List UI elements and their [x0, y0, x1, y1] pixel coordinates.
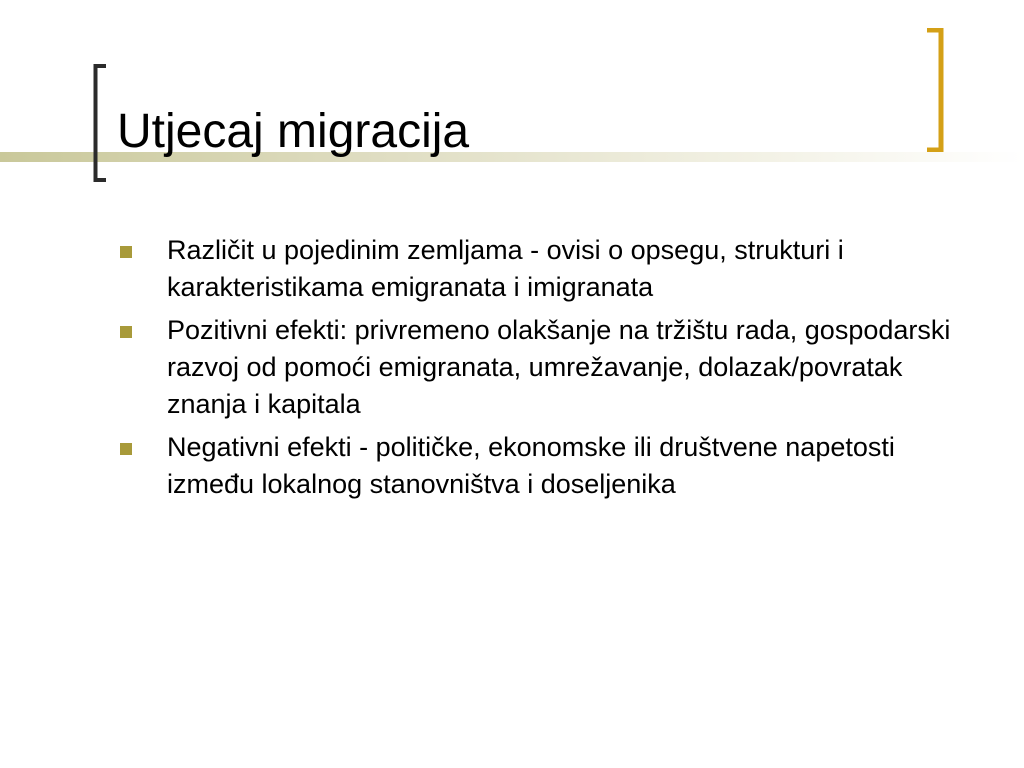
square-bullet-icon — [120, 443, 132, 455]
square-bullet-icon — [120, 326, 132, 338]
bullet-text: Pozitivni efekti: privremeno olakšanje na tržištu rada, gospodarski razvoj od pomoći emigranata, umrežavanje, dolazak/povratak znanja i kapitala — [167, 315, 951, 419]
bullet-list — [120, 232, 970, 509]
left-bracket-decoration — [93, 64, 108, 182]
right-bracket-decoration — [926, 28, 944, 152]
bullet-item — [120, 312, 970, 423]
bullet-item — [120, 429, 970, 503]
slide-title: Utjecaj migracija — [117, 105, 470, 158]
bullet-item — [120, 232, 970, 306]
bullet-text: Negativni efekti - političke, ekonomske ili društvene napetosti između lokalnog stanovništva i doseljenika — [167, 432, 895, 499]
square-bullet-icon — [120, 246, 132, 258]
bullet-text: Različit u pojedinim zemljama - ovisi o opsegu, strukturi i karakteristikama emigranata i imigranata — [167, 235, 844, 302]
